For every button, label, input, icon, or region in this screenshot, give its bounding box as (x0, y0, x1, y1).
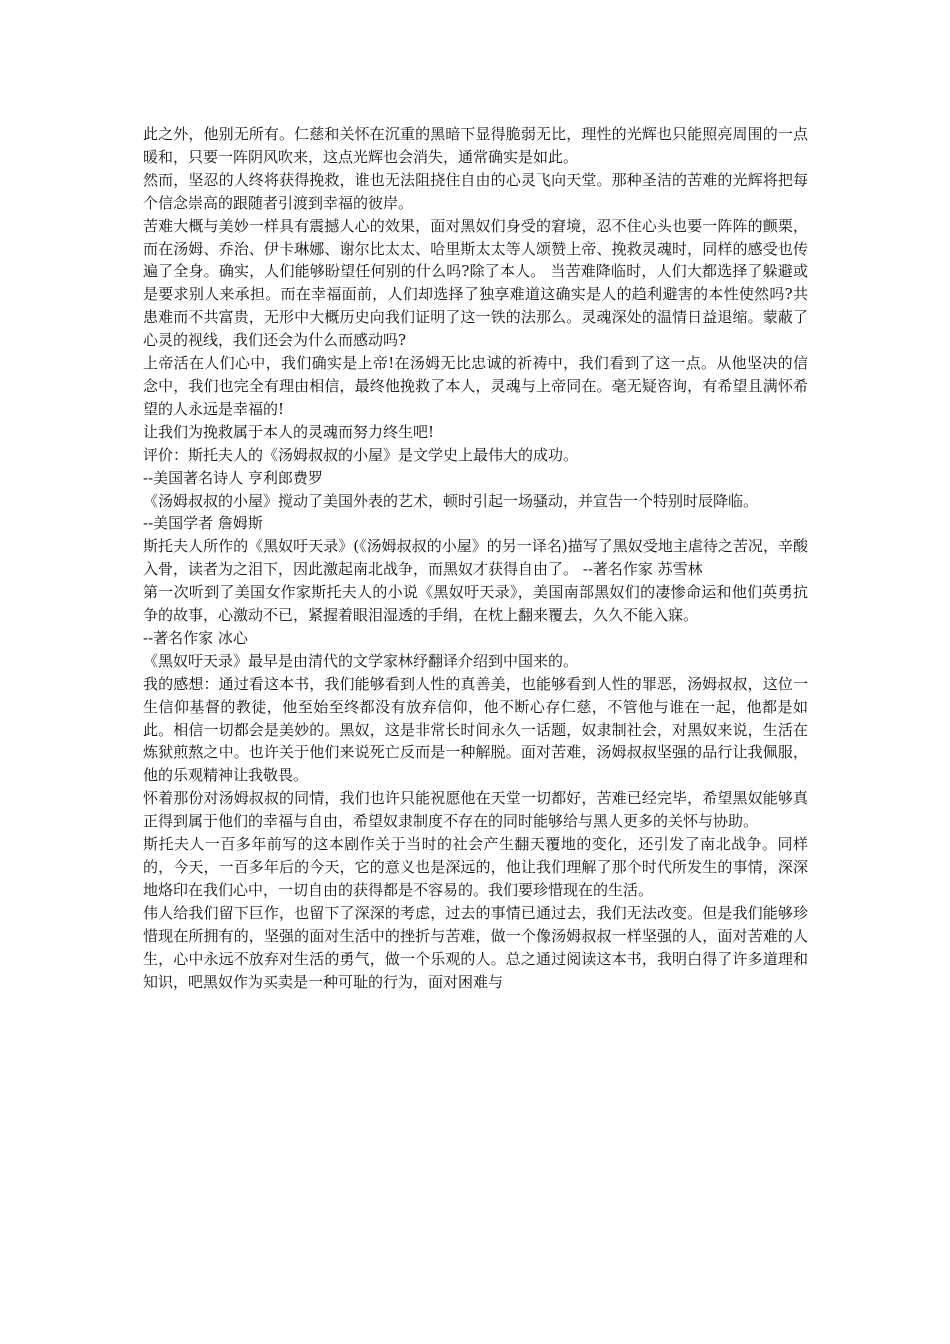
paragraph-13: 《黑奴吁天录》最早是由清代的文学家林纾翻译介绍到中国来的。 (143, 651, 579, 670)
paragraph-10: 斯托夫人所作的《黑奴吁天录》(《汤姆叔叔的小屋》的另一译名)描写了黑奴受地主虐待之苦况，辛酸入骨，读者为之泪下，因此激起南北战争，而黑奴才获得自由了。 --著名作家 苏雪林 (143, 537, 808, 579)
paragraph-9-attribution: --美国学者 詹姆斯 (143, 514, 263, 533)
paragraph-2: 然而，坚忍的人终将获得挽救，谁也无法阻挠住自由的心灵飞向天堂。那种圣洁的苦难的光辉将把每个信念崇高的跟随者引渡到幸福的彼岸。 (143, 170, 808, 212)
paragraph-11: 第一次听到了美国女作家斯托夫人的小说《黑奴吁天录》，美国南部黑奴们的凄惨命运和他们英勇抗争的故事，心激动不已，紧握着眼泪湿透的手绢，在枕上翻来覆去，久久不能入寐。 (143, 583, 808, 625)
paragraph-5: 让我们为挽救属于本人的灵魂而努力终生吧! (143, 422, 435, 441)
paragraph-12-attribution: --著名作家 冰心 (143, 628, 248, 647)
paragraph-8: 《汤姆叔叔的小屋》搅动了美国外表的艺术，顿时引起一场骚动，并宣告一个特别时辰降临。 (143, 491, 759, 510)
paragraph-15: 怀着那份对汤姆叔叔的同情，我们也许只能祝愿他在天堂一切都好，苦难已经完毕，希望黑奴能够真正得到属于他们的幸福与自由，希望奴隶制度不存在的同时能够给与黑人更多的关怀与协助。 (143, 789, 808, 831)
paragraph-7-attribution: --美国著名诗人 亨利郎费罗 (143, 468, 323, 487)
paragraph-4: 上帝活在人们心中，我们确实是上帝!在汤姆无比忠诚的祈祷中，我们看到了这一点。从他坚决的信念中，我们也完全有理由相信，最终他挽救了本人，灵魂与上帝同在。毫无疑咨询，有希望且满怀希望的人永远是幸福的! (143, 354, 808, 418)
paragraph-14: 我的感想：通过看这本书，我们能够看到人性的真善美，也能够看到人性的罪恶，汤姆叔叔，这位一生信仰基督的教徒，他至始至终都没有放弃信仰，他不断心存仁慈，不管他与谁在一起，他都是如此。相信一切都会是美妙的。黑奴，这是非常长时间永久一话题，奴隶制社会，对黑奴来说，生活在炼狱煎熬之中。也许关于他们来说死亡反而是一种解脱。面对苦难，汤姆叔叔坚强的品行让我佩服，他的乐观精神让我敬畏。 (143, 674, 808, 785)
paragraph-17: 伟人给我们留下巨作，也留下了深深的考虑，过去的事情已通过去，我们无法改变。但是我们能够珍惜现在所拥有的，坚强的面对生活中的挫折与苦难，做一个像汤姆叔叔一样坚强的人，面对苦难的人生，心中永远不放弃对生活的勇气，做一个乐观的人。总之通过阅读这本书，我明白得了许多道理和知识，吧黑奴作为买卖是一种可耻的行为，面对困难与 (143, 903, 808, 991)
paragraph-6: 评价：斯托夫人的《汤姆叔叔的小屋》是文学史上最伟大的成功。 (143, 445, 579, 464)
paragraph-3: 苦难大概与美妙一样具有震撼人心的效果，面对黑奴们身受的窘境，忍不住心头也要一阵阵的颤栗，而在汤姆、乔治、伊卡琳娜、谢尔比太太、哈里斯太太等人颂赞上帝、挽救灵魂时，同样的感受也传遍了全身。确实，人们能够盼望任何别的什么吗?除了本人。 当苦难降临时，人们大都选择了躲避或是要求别人来承担。而在幸福面前，人们却选择了独享难道这确实是人的趋利避害的本性使然吗?共患难而不共富贵，无形中大概历史向我们证明了这一铁的法那么。灵魂深处的温情日益退缩。蒙蔽了心灵的视线，我们还会为什么而感动吗? (143, 216, 808, 350)
paragraph-1: 此之外，他别无所有。仁慈和关怀在沉重的黑暗下显得脆弱无比，理性的光辉也只能照亮周围的一点暖和，只要一阵阴风吹来，这点光辉也会消失，通常确实是如此。 (143, 125, 808, 166)
document-body (143, 123, 808, 993)
paragraph-16: 斯托夫人一百多年前写的这本剧作关于当时的社会产生翻天覆地的变化，还引发了南北战争。同样的，今天，一百多年后的今天，它的意义也是深远的，他让我们理解了那个时代所发生的事情，深深地烙印在我们心中，一切自由的获得都是不容易的。我们要珍惜现在的生活。 (143, 835, 808, 899)
